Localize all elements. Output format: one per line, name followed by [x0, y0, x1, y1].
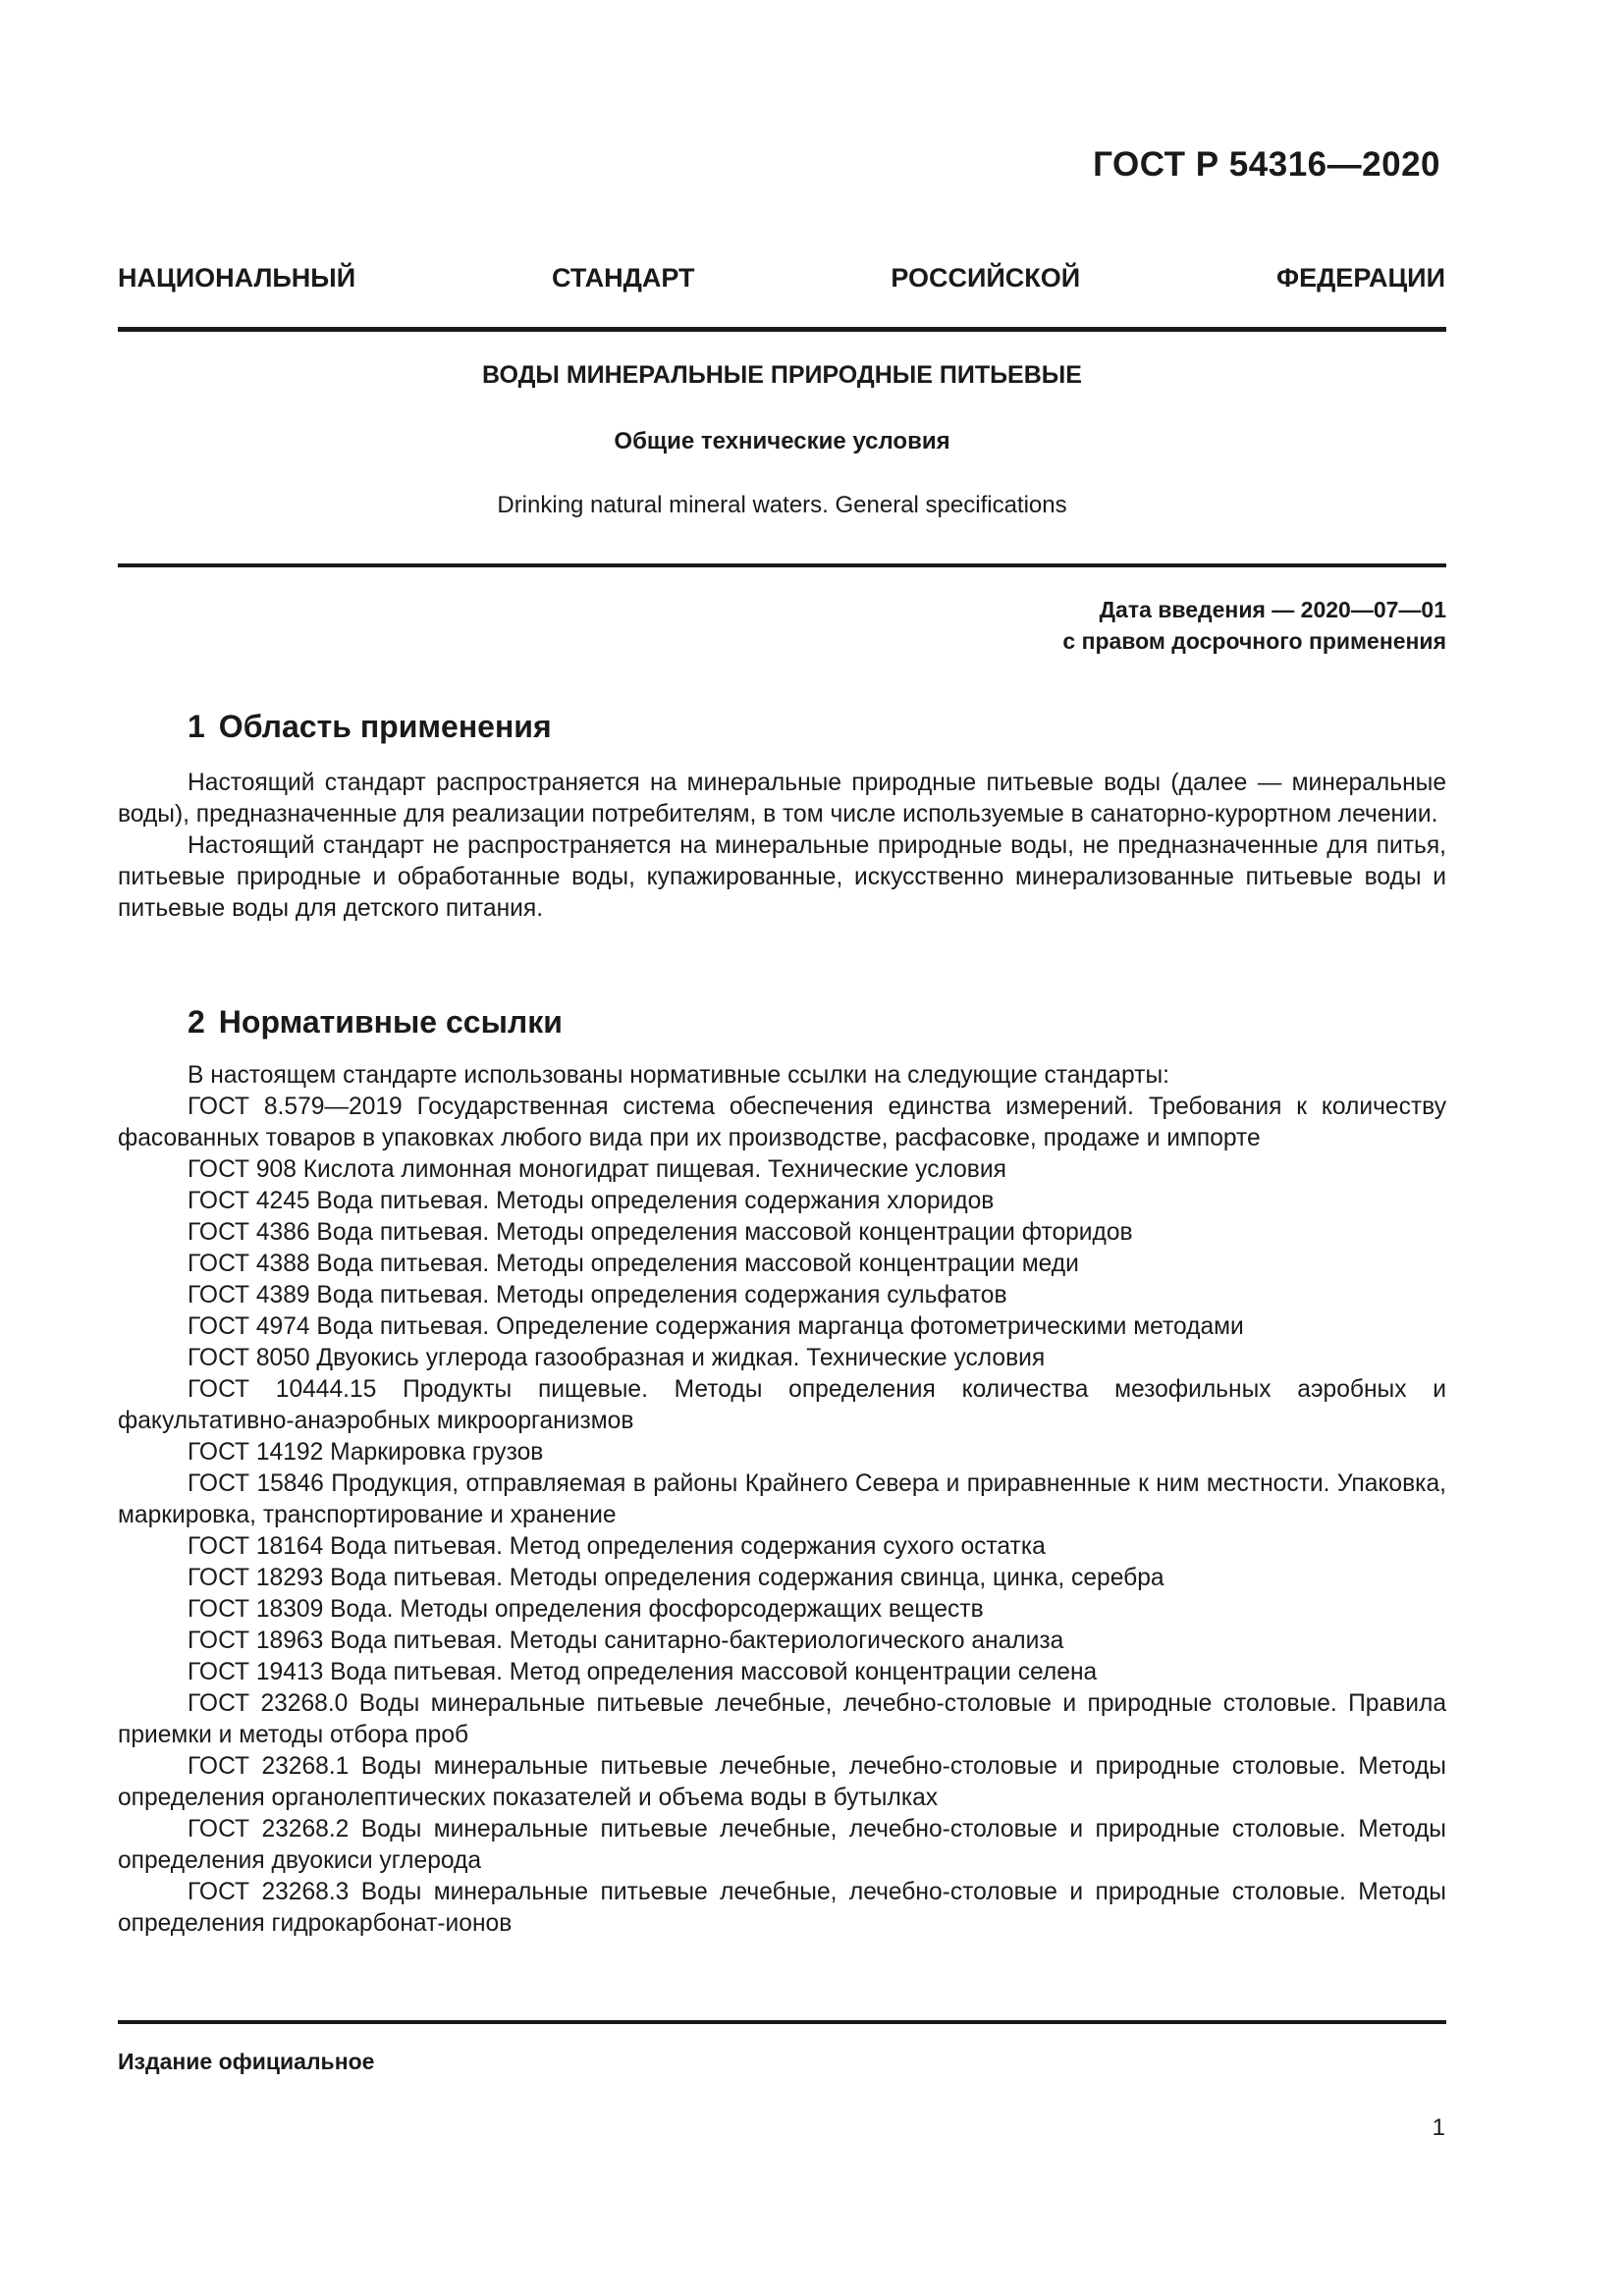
- footer-divider: [118, 2020, 1446, 2024]
- normative-references: [118, 1060, 1446, 1940]
- national-standard-title: НАЦИОНАЛЬНЫЙ СТАНДАРТ РОССИЙСКОЙ ФЕДЕРАЦИИ: [118, 263, 1445, 293]
- reference-item: ГОСТ 23268.2 Воды минеральные питьевые лечебные, лечебно-столовые и природные столовые. Методы определения двуокиси углерода: [118, 1816, 1446, 1874]
- title-divider: [118, 563, 1446, 567]
- section-2-number: 2: [188, 1004, 205, 1040]
- reference-item: ГОСТ 23268.3 Воды минеральные питьевые лечебные, лечебно-столовые и природные столовые. Методы определения гидрокарбонат-ионов: [118, 1879, 1446, 1937]
- reference-item: ГОСТ 4388 Вода питьевая. Методы определения массовой концентрации меди: [188, 1251, 1079, 1277]
- introduction-date: [1062, 594, 1446, 657]
- early-application-line: с правом досрочного применения: [1062, 628, 1446, 654]
- reference-item: ГОСТ 10444.15 Продукты пищевые. Методы определения количества мезофильных аэробных и факультативно-анаэробных микроорганизмов: [118, 1376, 1446, 1434]
- english-title: Drinking natural mineral waters. General specifications: [497, 492, 1067, 518]
- reference-item: ГОСТ 18164 Вода питьевая. Метод определения содержания сухого остатка: [188, 1533, 1046, 1560]
- official-edition-label: Издание официальное: [118, 2049, 375, 2074]
- section-1-number: 1: [188, 709, 205, 744]
- section-1-body: [118, 768, 1446, 925]
- reference-item: ГОСТ 4389 Вода питьевая. Методы определения содержания сульфатов: [188, 1282, 1007, 1308]
- reference-item: ГОСТ 8.579—2019 Государственная система обеспечения единства измерений. Требования к количеству фасованных товаров в упаковках любого вида при их производстве, расфасовке, продаже и импорте: [118, 1094, 1446, 1151]
- reference-item: ГОСТ 18963 Вода питьевая. Методы санитарно-бактериологического анализа: [188, 1628, 1064, 1654]
- standard-title: ВОДЫ МИНЕРАЛЬНЫЕ ПРИРОДНЫЕ ПИТЬЕВЫЕ: [482, 361, 1082, 389]
- section-1-heading: [188, 709, 552, 745]
- reference-item: ГОСТ 908 Кислота лимонная моногидрат пищевая. Технические условия: [188, 1156, 1006, 1183]
- reference-item: ГОСТ 8050 Двуокись углерода газообразная и жидкая. Технические условия: [188, 1345, 1046, 1371]
- page-number: 1: [1432, 2114, 1445, 2141]
- section-1-paragraph: Настоящий стандарт распространяется на минеральные природные питьевые воды (далее — минеральные воды), предназначенные для реализации потребителям, в том числе используемые в санаторно-курортном лечении.: [118, 770, 1446, 828]
- introduction-date-line: Дата введения — 2020—07—01: [1099, 597, 1446, 622]
- reference-item: ГОСТ 4245 Вода питьевая. Методы определения содержания хлоридов: [188, 1188, 995, 1214]
- reference-item: ГОСТ 18309 Вода. Методы определения фосфорсодержащих веществ: [188, 1596, 984, 1623]
- reference-item: ГОСТ 15846 Продукция, отправляемая в районы Крайнего Севера и приравненные к ним местности. Упаковка, маркировка, транспортирование и хранение: [118, 1470, 1446, 1528]
- reference-item: ГОСТ 23268.0 Воды минеральные питьевые лечебные, лечебно-столовые и природные столовые. Правила приемки и методы отбора проб: [118, 1690, 1446, 1748]
- section-1-paragraph: Настоящий стандарт не распространяется на минеральные природные воды, не предназначенные для питья, питьевые природные и обработанные воды, купажированные, искусственно минерализованные питьевые воды и питьевые воды для детского питания.: [118, 832, 1446, 922]
- standard-subtitle: Общие технические условия: [614, 428, 950, 454]
- document-number: ГОСТ Р 54316—2020: [1093, 145, 1440, 184]
- top-divider: [118, 327, 1446, 332]
- section-2-heading: [188, 1004, 563, 1041]
- section-1-title: Область применения: [218, 709, 552, 744]
- reference-item: ГОСТ 14192 Маркировка грузов: [188, 1439, 544, 1466]
- reference-item: ГОСТ 4386 Вода питьевая. Методы определения массовой концентрации фторидов: [188, 1219, 1133, 1246]
- reference-item: ГОСТ 23268.1 Воды минеральные питьевые лечебные, лечебно-столовые и природные столовые. Методы определения органолептических показателей и объема воды в бутылках: [118, 1753, 1446, 1811]
- reference-item: ГОСТ 18293 Вода питьевая. Методы определения содержания свинца, цинка, серебра: [188, 1565, 1164, 1591]
- reference-item: ГОСТ 4974 Вода питьевая. Определение содержания марганца фотометрическими методами: [188, 1313, 1244, 1340]
- reference-item: ГОСТ 19413 Вода питьевая. Метод определения массовой концентрации селена: [188, 1659, 1098, 1685]
- references-intro: В настоящем стандарте использованы нормативные ссылки на следующие стандарты:: [188, 1062, 1169, 1089]
- section-2-title: Нормативные ссылки: [218, 1004, 563, 1040]
